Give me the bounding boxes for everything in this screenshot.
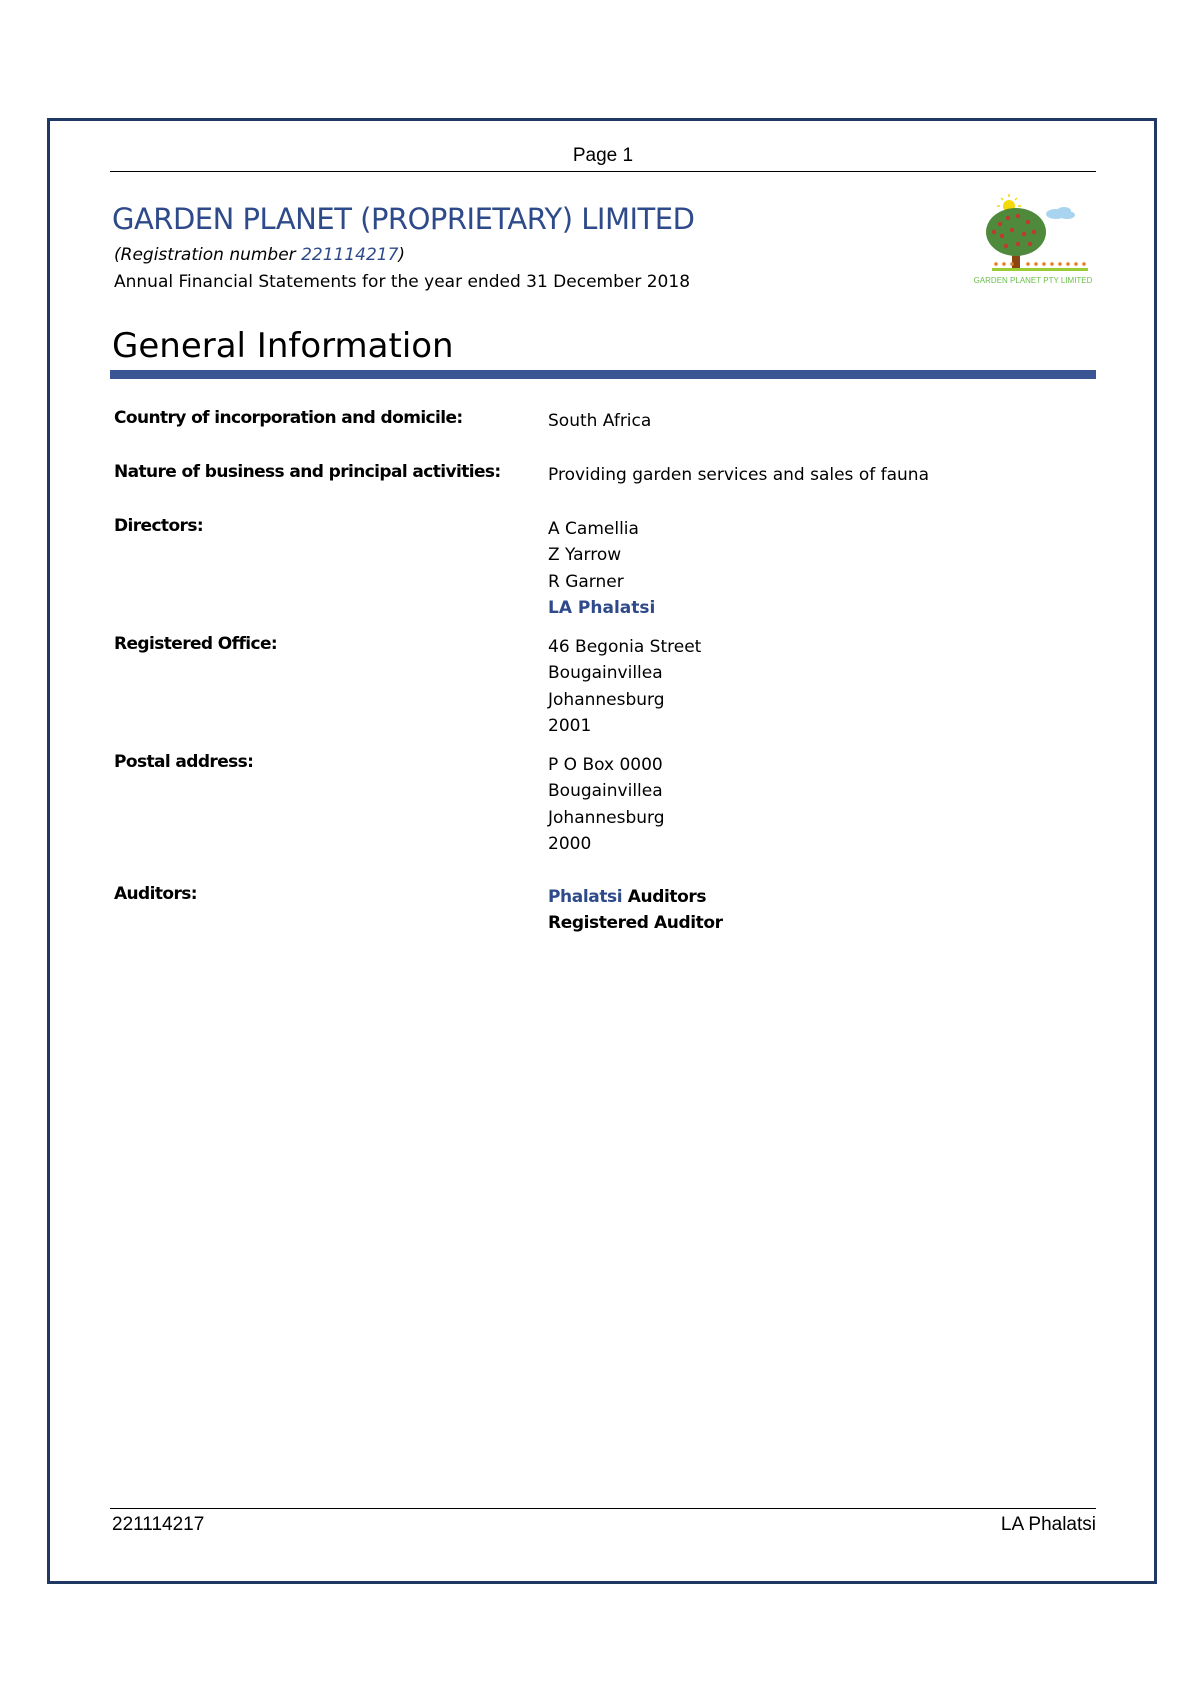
section-title: General Information (112, 326, 454, 366)
company-logo (972, 194, 1094, 290)
footer-rule (110, 1508, 1096, 1509)
footer-registration-number: 221114217 (112, 1514, 205, 1535)
country-value-block (548, 408, 651, 434)
company-name: GARDEN PLANET (PROPRIETARY) LIMITED (112, 202, 695, 236)
country-label: Country of incorporation and domicile: (114, 408, 463, 428)
auditors-block (548, 884, 723, 937)
nature-value: Providing garden services and sales of fauna (548, 465, 929, 485)
logo-caption: GARDEN PLANET PTY LIMITED (973, 276, 1093, 285)
postal-line: Bougainvillea (548, 781, 663, 802)
section-rule (110, 370, 1096, 379)
office-line: Johannesburg (548, 689, 665, 710)
postal-line: 2000 (548, 834, 592, 855)
postal-line: Johannesburg (548, 807, 665, 828)
country-value: South Africa (548, 411, 652, 431)
page-header: Page 1 (110, 143, 1096, 172)
director-item: Z Yarrow (548, 545, 622, 566)
registration-prefix: (Registration number (114, 245, 302, 265)
nature-value-block (548, 462, 929, 488)
auditors-name-part2: Auditors (622, 887, 707, 907)
postal-line: P O Box 0000 (548, 755, 663, 775)
registration-suffix: ) (398, 245, 406, 265)
registration-number: 221114217 (301, 245, 399, 265)
directors-label: Directors: (114, 516, 204, 536)
director-item: LA Phalatsi (548, 598, 656, 619)
director-item: A Camellia (548, 519, 639, 539)
directors-list (548, 516, 655, 622)
registration-line (114, 245, 405, 265)
statement-period: Annual Financial Statements for the year ended 31 December 2018 (114, 272, 691, 292)
office-line: 46 Begonia Street (548, 637, 702, 657)
postal-address (548, 752, 665, 858)
footer-author: LA Phalatsi (1000, 1514, 1096, 1535)
postal-label: Postal address: (114, 752, 254, 772)
auditors-name (548, 884, 723, 910)
director-item: R Garner (548, 571, 624, 592)
auditors-label: Auditors: (114, 884, 197, 904)
office-line: Bougainvillea (548, 663, 663, 684)
office-line: 2001 (548, 716, 592, 737)
nature-label: Nature of business and principal activities: (114, 462, 501, 482)
auditors-name-part1: Phalatsi (548, 887, 623, 907)
auditors-title: Registered Auditor (548, 913, 723, 934)
office-label: Registered Office: (114, 634, 278, 654)
office-address (548, 634, 701, 740)
